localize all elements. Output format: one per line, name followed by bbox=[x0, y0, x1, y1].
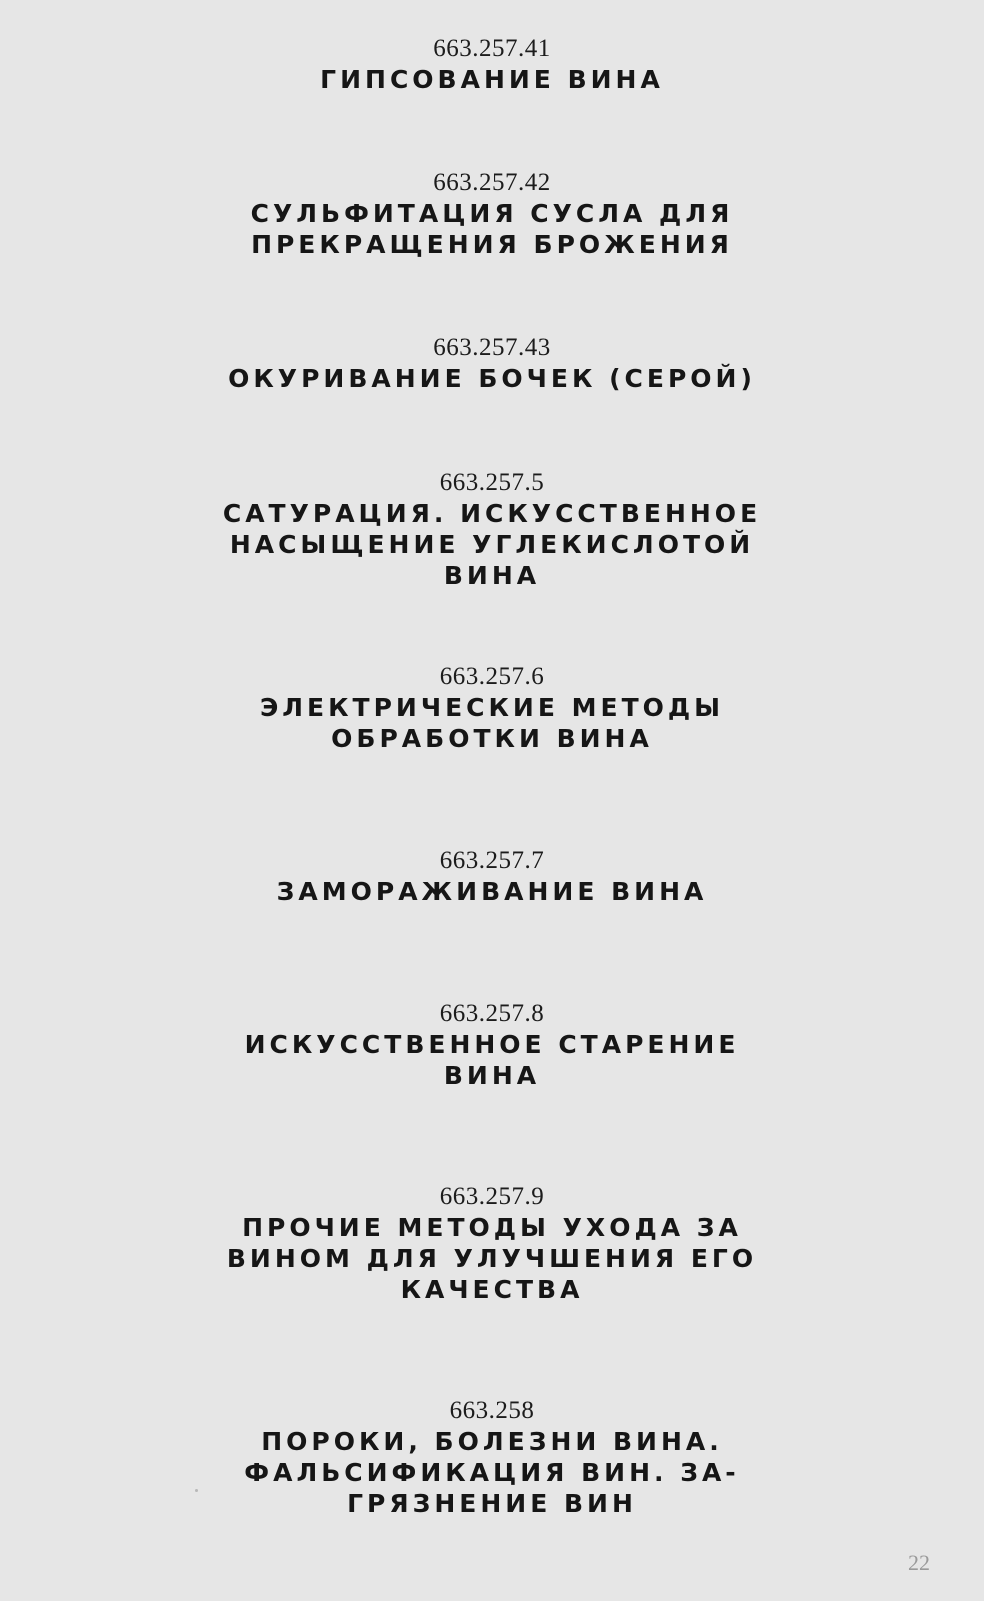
paper-speck bbox=[195, 1489, 198, 1492]
entry-code: 663.257.5 bbox=[439, 469, 545, 496]
entry-title bbox=[0, 498, 984, 591]
entry-title bbox=[0, 1029, 984, 1091]
entry-title bbox=[0, 198, 984, 260]
catalog-entry bbox=[0, 1396, 984, 1519]
catalog-entry bbox=[0, 468, 984, 591]
entry-title-line: КАЧЕСТВА bbox=[400, 1275, 584, 1304]
entry-code: 663.257.9 bbox=[439, 1183, 545, 1210]
entry-title-line: ВИНА bbox=[443, 1061, 541, 1090]
entry-title-line: ЗАМОРАЖИВАНИЕ ВИНА bbox=[276, 877, 708, 906]
entry-title bbox=[0, 1426, 984, 1519]
entry-code: 663.257.43 bbox=[433, 334, 551, 361]
entry-code: 663.257.8 bbox=[439, 1000, 545, 1027]
entry-code: 663.257.42 bbox=[433, 169, 551, 196]
entry-title-line: ЭЛЕКТРИЧЕСКИЕ МЕТОДЫ bbox=[259, 693, 725, 722]
entry-title bbox=[0, 692, 984, 754]
entry-title bbox=[0, 363, 984, 394]
entry-title-line: ПРЕКРАЩЕНИЯ БРОЖЕНИЯ bbox=[251, 230, 733, 259]
entry-title-line: СУЛЬФИТАЦИЯ СУСЛА ДЛЯ bbox=[250, 199, 734, 228]
page-number: 22 bbox=[908, 1550, 930, 1575]
entry-title-line: НАСЫЩЕНИЕ УГЛЕКИСЛОТОЙ bbox=[229, 530, 755, 559]
entry-title-line: ГРЯЗНЕНИЕ ВИН bbox=[347, 1489, 637, 1518]
entry-code: 663.257.6 bbox=[439, 663, 545, 690]
entry-code: 663.258 bbox=[449, 1397, 535, 1424]
catalog-entry bbox=[0, 662, 984, 754]
entry-code: 663.257.41 bbox=[433, 35, 551, 62]
catalog-entry bbox=[0, 34, 984, 95]
entry-title-line: САТУРАЦИЯ. ИСКУССТВЕННОЕ bbox=[222, 499, 762, 528]
entry-title-line: ГИПСОВАНИЕ ВИНА bbox=[320, 65, 664, 94]
entry-code: 663.257.7 bbox=[439, 847, 545, 874]
entry-title-line: ПОРОКИ, БОЛЕЗНИ ВИНА. bbox=[261, 1427, 723, 1456]
catalog-entry bbox=[0, 846, 984, 907]
entry-title bbox=[0, 1212, 984, 1305]
entry-title-line: ВИНА bbox=[443, 561, 541, 590]
catalog-entry bbox=[0, 333, 984, 394]
catalog-entry bbox=[0, 1182, 984, 1305]
entry-title-line: ОБРАБОТКИ ВИНА bbox=[331, 724, 653, 753]
entry-title-line: ВИНОМ ДЛЯ УЛУЧШЕНИЯ ЕГО bbox=[226, 1244, 758, 1273]
catalog-entry bbox=[0, 999, 984, 1091]
entry-title-line: ИСКУССТВЕННОЕ СТАРЕНИЕ bbox=[244, 1030, 740, 1059]
entry-title bbox=[0, 64, 984, 95]
catalog-entry bbox=[0, 168, 984, 260]
entry-title-line: ПРОЧИЕ МЕТОДЫ УХОДА ЗА bbox=[242, 1213, 742, 1242]
entry-title-line: ФАЛЬСИФИКАЦИЯ ВИН. ЗА- bbox=[244, 1458, 740, 1487]
entry-title bbox=[0, 876, 984, 907]
entry-title-line: ОКУРИВАНИЕ БОЧЕК (СЕРОЙ) bbox=[228, 364, 756, 393]
